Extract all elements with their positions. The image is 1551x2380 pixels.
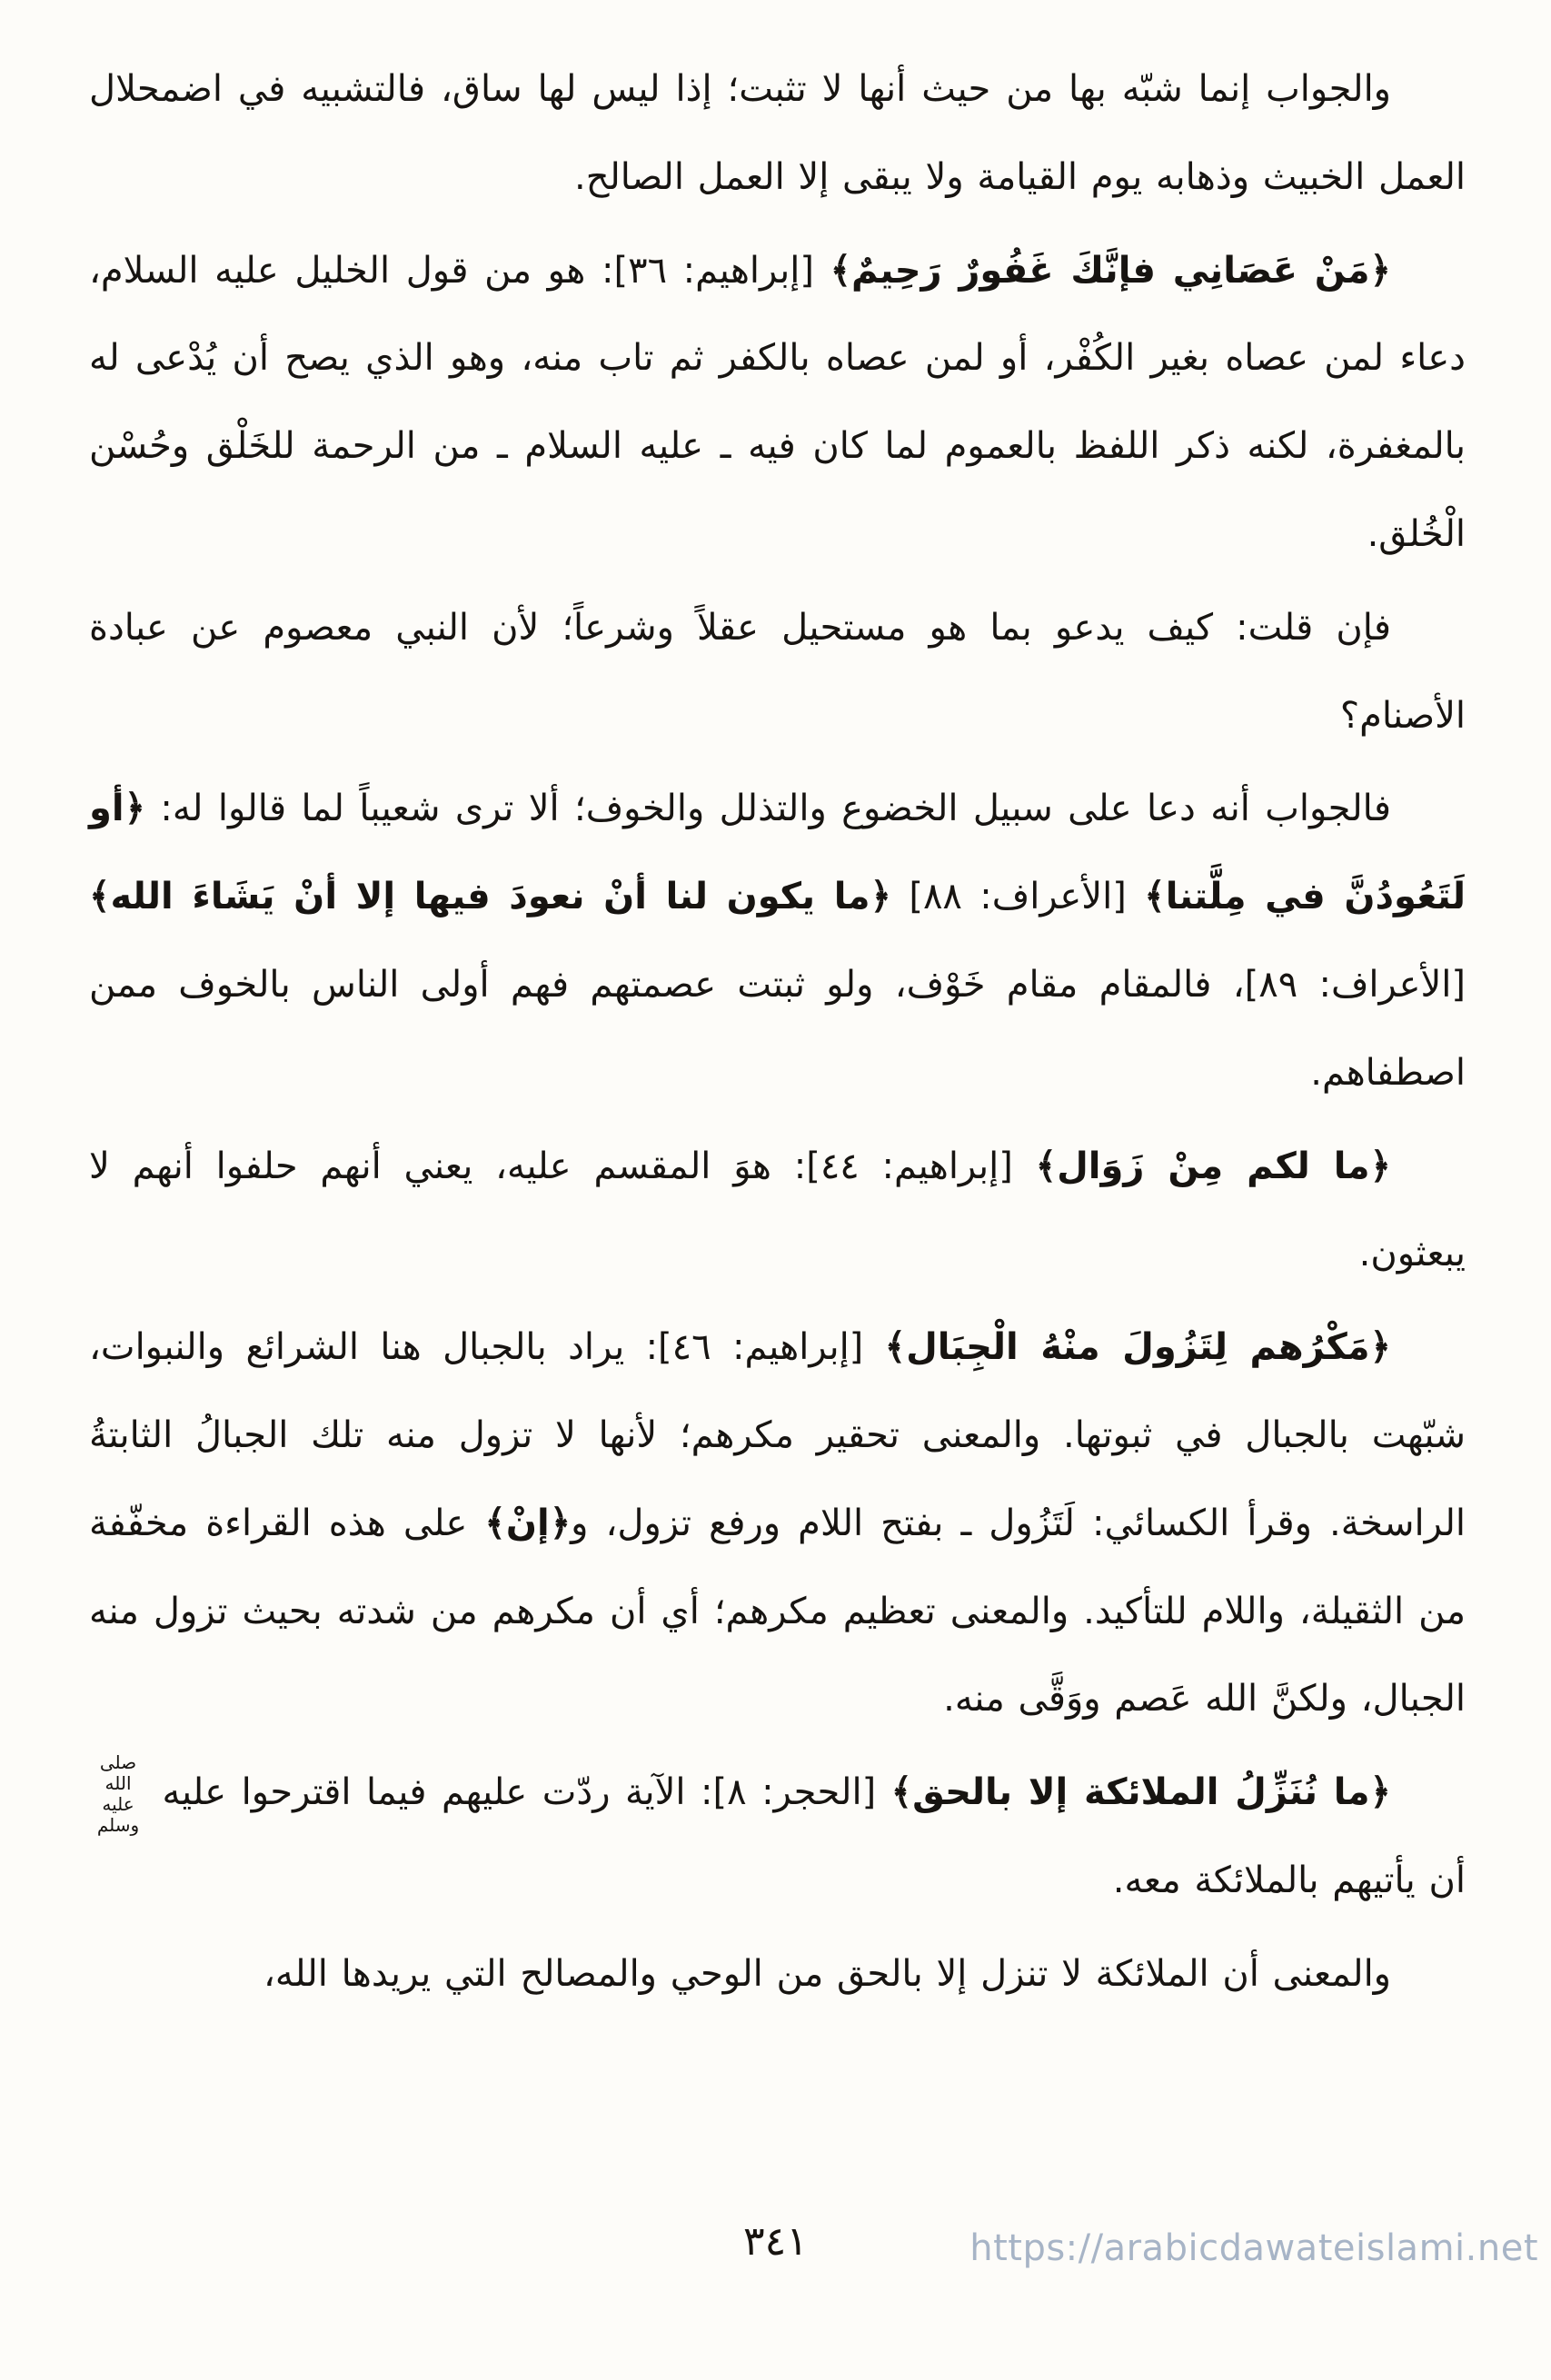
quran-quote: ﴿أو لَتَعُودُنَّ في مِلَّتنا﴾ <box>89 788 1466 918</box>
body-text: [إبراهيم: ٤٤]: هوَ المقسم عليه، يعني أنهم حلفوا أنهم لا يبعثون. <box>89 1145 1466 1275</box>
quran-quote: ﴿ما يكون لنا أنْ نعودَ فيها إلا أنْ يَشَاءَ الله﴾ <box>89 876 891 918</box>
paragraph <box>89 584 1466 760</box>
quran-quote: ﴿مَنْ عَصَانِي فإنَّكَ غَفُورٌ رَحِيمٌ﴾ <box>830 249 1391 292</box>
body-text: [الحجر: ٨]: الآية ردّت عليهم فيما اقترحوا عليه <box>147 1771 891 1814</box>
body-text: والمعنى أن الملائكة لا تنزل إلا بالحق من الوحي والمصالح التي يريدها الله، <box>263 1952 1391 1995</box>
quran-quote: ﴿ما لكم مِنْ زَوَال﴾ <box>1035 1145 1391 1187</box>
body-text: والجواب إنما شبّه بها من حيث أنها لا تثبت؛ إذا ليس لها ساق، فالتشبيه في اضمحلال العمل الخبيث وذهابه يوم القيامة ولا يبقى إلا العمل الصالح. <box>89 68 1466 198</box>
text-block <box>89 45 1466 2024</box>
honorific-symbol: صلى الله عليه وسلم <box>96 1751 140 1837</box>
body-text: [إبراهيم: ٤٦]: يراد بالجبال هنا الشرائع والنبوات، شبّهت بالجبال في ثبوتها. والمعنى تحقير مكرهم؛ لأنها لا تزول منه تلك الجبالُ الثابتةُ الراسخة. وقرأ الكسائي: لَتَزُول ـ بفتح اللام ورفع تزول، و <box>89 1326 1466 1544</box>
body-text: فالجواب أنه دعا على سبيل الخضوع والتذلل والخوف؛ ألا ترى شعيباً لما قالوا له: <box>145 788 1391 830</box>
paragraph <box>89 765 1466 1116</box>
body-text: فإن قلت: كيف يدعو بما هو مستحيل عقلاً وشرعاً؛ لأن النبي معصوم عن عبادة الأصنام؟ <box>89 606 1466 737</box>
paragraph <box>89 1749 1466 1925</box>
body-text: [الأعراف: ٨٨] <box>890 876 1145 918</box>
page-number: ٣٤١ <box>743 2218 808 2265</box>
body-text: [إبراهيم: ٣٦]: هو من قول الخليل عليه السلام، دعاء لمن عصاه بغير الكُفْر، أو لمن عصاه بالكفر ثم تاب منه، وهو الذي يصح أن يُدْعى له بالمغفرة، لكنه ذكر اللفظ بالعموم لما كان فيه ـ عليه السلام ـ من الرحمة للخَلْق وحُسْن الْخُلق. <box>89 249 1466 555</box>
body-text: أن يأتيهم بالملائكة معه. <box>1112 1859 1466 1901</box>
body-text: [الأعراف: ٨٩]، فالمقام مقام خَوْف، ولو ثبتت عصمتهم فهم أولى الناس بالخوف ممن اصطفاهم. <box>89 963 1466 1094</box>
quran-quote: ﴿مَكْرُهم لِتَزُولَ منْهُ الْجِبَال﴾ <box>884 1326 1391 1369</box>
paragraph <box>89 1304 1466 1743</box>
paragraph <box>89 227 1466 579</box>
paragraph <box>89 45 1466 222</box>
quran-quote: ﴿ما نُنَزِّلُ الملائكة إلا بالحق﴾ <box>890 1771 1391 1814</box>
watermark-url: https://arabicdawateislami.net <box>969 2227 1538 2269</box>
paragraph <box>89 1930 1466 2018</box>
paragraph <box>89 1123 1466 1299</box>
quran-quote: ﴿إنْ﴾ <box>484 1502 572 1544</box>
body-text: على هذه القراءة مخفّفة من الثقيلة، واللام للتأكيد. والمعنى تعظيم مكرهم؛ أي أن مكرهم من شدته بحيث تزول منه الجبال، ولكنَّ الله عَصم ووَقَّى منه. <box>89 1502 1466 1721</box>
